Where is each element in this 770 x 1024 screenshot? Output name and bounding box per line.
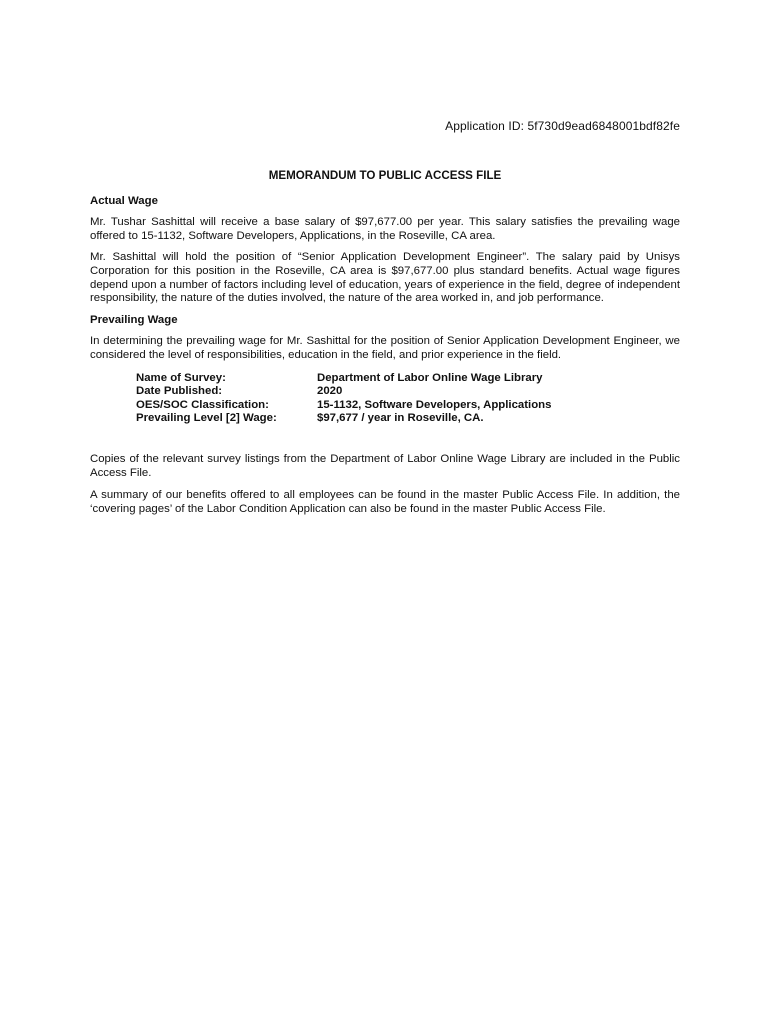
survey-value: $97,677 / year in Roseville, CA. xyxy=(317,412,484,425)
application-id: Application ID: 5f730d9ead6848001bdf82fe xyxy=(445,119,680,133)
survey-value: 15-1132, Software Developers, Applications xyxy=(317,398,552,411)
prevailing-wage-paragraph: In determining the prevailing wage for Mr. Sashittal for the position of Senior Application Development Engineer, we considered the level of responsibilities, education in the field, and prior experience in the field. xyxy=(90,335,680,361)
actual-wage-paragraph-2: Mr. Sashittal will hold the position of “Senior Application Development Engineer”. The salary paid by Unisys Corporation for this position in the Roseville, CA area is $97,677.00 plus standard benefits. Actual wage figures depend upon a number of factors including level of education, years of experience in the field, degree of independent responsibility, the nature of the duties involved, the nature of the area worked in, and job performance. xyxy=(90,251,680,305)
memo-content xyxy=(90,169,680,524)
survey-row-wage xyxy=(136,412,680,426)
survey-label: Prevailing Level [2] Wage: xyxy=(136,412,277,425)
survey-details xyxy=(136,372,680,426)
closing-paragraph-2: A summary of our benefits offered to all employees can be found in the master Public Access File. In addition, the ‘covering pages’ of the Labor Condition Application can also be found in the master Public Access File. xyxy=(90,489,680,515)
memo-title: MEMORANDUM TO PUBLIC ACCESS FILE xyxy=(268,169,502,182)
survey-row-classification xyxy=(136,399,680,413)
actual-wage-paragraph-1: Mr. Tushar Sashittal will receive a base salary of $97,677.00 per year. This salary satisfies the prevailing wage offered to 15-1132, Software Developers, Applications, in the Roseville, CA area. xyxy=(90,216,680,242)
actual-wage-heading: Actual Wage xyxy=(90,194,158,207)
prevailing-wage-heading: Prevailing Wage xyxy=(90,313,178,326)
survey-label: Name of Survey: xyxy=(136,371,226,384)
survey-value: Department of Labor Online Wage Library xyxy=(317,371,543,384)
survey-label: Date Published: xyxy=(136,385,223,398)
closing-paragraph-1: Copies of the relevant survey listings from the Department of Labor Online Wage Library are included in the Public Access File. xyxy=(90,452,680,479)
survey-value: 2020 xyxy=(317,385,343,398)
survey-label: OES/SOC Classification: xyxy=(136,398,269,411)
survey-row-name xyxy=(136,372,680,386)
survey-row-date xyxy=(136,385,680,399)
